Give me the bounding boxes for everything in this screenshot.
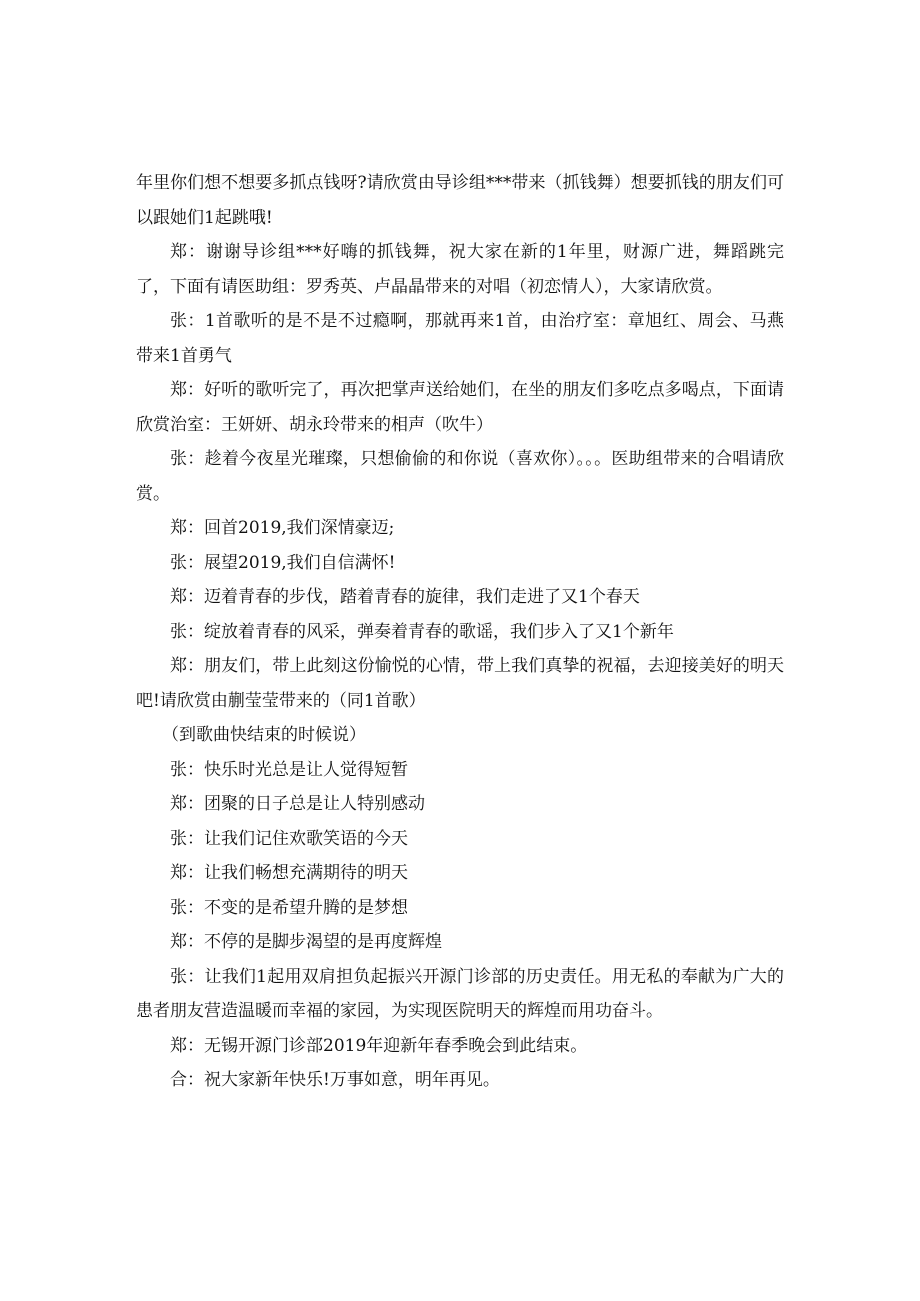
paragraph-zhang-2: 张：趁着今夜星光璀璨，只想偷偷的和你说（喜欢你）。。。医助组带来的合唱请欣赏。 [136, 449, 784, 504]
paragraph-zheng-7: 郑：让我们畅想充满期待的明天 [170, 863, 408, 883]
paragraph-zheng-9: 郑：无锡开源门诊部2019年迎新年春季晚会到此结束。 [170, 1035, 588, 1056]
paragraph-zheng-4: 郑：迈着青春的步伐，踏着青春的旋律，我们走进了又1个春天 [170, 587, 640, 607]
paragraph-zhang-5: 张：快乐时光总是让人觉得短暂 [170, 759, 408, 780]
paragraph-zheng-5: 郑：朋友们，带上此刻这份愉悦的心情，带上我们真挚的祝福，去迎接美好的明天吧!请欣赏由蒯莹莹带来的（同1首歌） [136, 656, 784, 711]
paragraph-zheng-8: 郑：不停的是脚步渴望的是再度辉煌 [170, 932, 442, 952]
paragraph-zheng-6: 郑：团聚的日子总是让人特别感动 [170, 794, 425, 814]
paragraph-together: 合：祝大家新年快乐!万事如意，明年再见。 [170, 1070, 500, 1090]
paragraph-zhang-8: 张：让我们1起用双肩担负起振兴开源门诊部的历史责任。用无私的奉献为广大的患者朋友营造温暖而幸福的家园，为实现医院明天的辉煌而用功奋斗。 [136, 966, 784, 1021]
paragraph-zhang-6: 张：让我们记住欢歌笑语的今天 [170, 828, 408, 849]
paragraph-zheng-3: 郑：回首2019,我们深情豪迈; [170, 518, 395, 538]
stage-direction: （到歌曲快结束的时候说） [162, 725, 366, 745]
paragraph-zhang-7: 张：不变的是希望升腾的是梦想 [170, 897, 408, 918]
document-body [136, 166, 784, 1098]
paragraph-continuation: 年里你们想不想要多抓点钱呀?请欣赏由导诊组***带来（抓钱舞）想要抓钱的朋友们可以跟她们1起跳哦! [136, 173, 784, 228]
paragraph-zheng-1: 郑：谢谢导诊组***好嗨的抓钱舞，祝大家在新的1年里，财源广进，舞蹈跳完了，下面有请医助组：罗秀英、卢晶晶带来的对唱（初恋情人），大家请欣赏。 [136, 242, 784, 297]
paragraph-zheng-2: 郑：好听的歌听完了，再次把掌声送给她们，在坐的朋友们多吃点多喝点，下面请欣赏治室：王妍妍、胡永玲带来的相声（吹牛） [136, 380, 784, 435]
paragraph-zhang-1: 张：1首歌听的是不是不过瘾啊，那就再来1首，由治疗室：章旭红、周会、马燕带来1首勇气 [136, 311, 784, 366]
paragraph-zhang-3: 张：展望2019,我们自信满怀! [170, 552, 396, 573]
paragraph-zhang-4: 张：绽放着青春的风采，弹奏着青春的歌谣，我们步入了又1个新年 [170, 621, 674, 642]
